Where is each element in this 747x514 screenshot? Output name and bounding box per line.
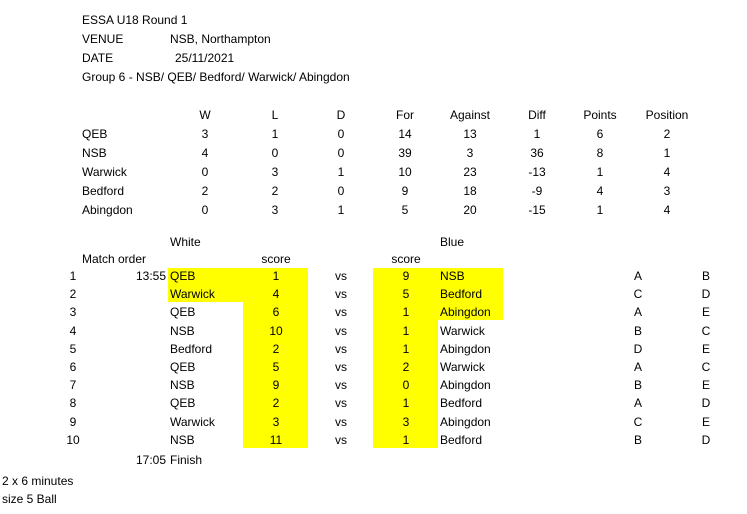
match-number: 6 <box>69 360 77 374</box>
vs-label: vs <box>335 433 347 447</box>
code-a: C <box>633 287 643 301</box>
match-number: 10 <box>66 433 80 447</box>
white-score: 11 <box>269 433 283 447</box>
standings-against-cell: 23 <box>463 165 477 179</box>
match-order-label: Match order <box>82 252 147 266</box>
standings-for-cell: 39 <box>398 146 412 160</box>
standings-points-cell: 8 <box>596 146 604 160</box>
col-points: Points <box>583 108 617 122</box>
standings-wins-cell: 0 <box>201 203 209 217</box>
standings-for-cell: 14 <box>398 127 412 141</box>
standings-team-cell: Bedford <box>82 184 125 198</box>
standings-losses-cell: 3 <box>271 165 279 179</box>
white-label: White <box>170 235 201 249</box>
white-score: 5 <box>272 360 280 374</box>
standings-for-cell: 10 <box>398 165 412 179</box>
match-number: 1 <box>69 269 77 283</box>
blue-score-label: score <box>391 252 421 266</box>
standings-losses-cell: 0 <box>271 146 279 160</box>
match-number: 4 <box>69 324 77 338</box>
standings-team-cell: Warwick <box>82 165 127 179</box>
white-score: 2 <box>272 342 280 356</box>
code-b: E <box>701 342 710 356</box>
standings-draws-cell: 0 <box>337 184 345 198</box>
blue-team: Bedford <box>440 396 483 410</box>
standings-position-cell: 4 <box>663 165 671 179</box>
white-score: 3 <box>272 415 280 429</box>
start-time: 13:55 <box>135 269 166 283</box>
standings-points-cell: 1 <box>596 165 604 179</box>
code-a: B <box>633 324 642 338</box>
blue-score: 3 <box>402 415 410 429</box>
match-number: 9 <box>69 415 77 429</box>
code-b: C <box>701 324 711 338</box>
standings-wins-cell: 3 <box>201 127 209 141</box>
venue-label: VENUE <box>82 32 124 46</box>
white-score-label: score <box>261 252 291 266</box>
standings-team-cell: NSB <box>82 146 107 160</box>
code-a: A <box>633 305 642 319</box>
code-b: D <box>701 287 711 301</box>
match-number: 7 <box>69 378 77 392</box>
code-b: D <box>701 433 711 447</box>
white-team: QEB <box>170 269 196 283</box>
white-score: 6 <box>272 305 280 319</box>
date-label: DATE <box>82 51 114 65</box>
match-number: 3 <box>69 305 77 319</box>
code-a: B <box>633 433 642 447</box>
col-d: D <box>336 108 346 122</box>
blue-label: Blue <box>440 235 465 249</box>
vs-label: vs <box>335 396 347 410</box>
code-b: E <box>701 415 710 429</box>
blue-team: Warwick <box>440 360 485 374</box>
vs-label: vs <box>335 378 347 392</box>
vs-label: vs <box>335 305 347 319</box>
standings-points-cell: 6 <box>596 127 604 141</box>
code-a: A <box>633 396 642 410</box>
standings-diff-cell: -9 <box>531 184 543 198</box>
blue-team: Abingdon <box>440 415 491 429</box>
blue-score: 1 <box>402 433 410 447</box>
code-b: E <box>701 378 710 392</box>
col-for: For <box>396 108 414 122</box>
standings-team-cell: Abingdon <box>82 203 133 217</box>
standings-points-cell: 1 <box>596 203 604 217</box>
white-team: NSB <box>170 324 195 338</box>
standings-against-cell: 13 <box>463 127 477 141</box>
standings-wins-cell: 4 <box>201 146 209 160</box>
finish-label: Finish <box>170 453 203 467</box>
col-l: L <box>271 108 279 122</box>
code-a: B <box>633 378 642 392</box>
blue-team: Abingdon <box>440 342 491 356</box>
white-team: QEB <box>170 305 196 319</box>
match-number: 2 <box>69 287 77 301</box>
standings-position-cell: 3 <box>663 184 671 198</box>
standings-against-cell: 18 <box>463 184 477 198</box>
blue-score: 2 <box>402 360 410 374</box>
white-team: Warwick <box>170 287 215 301</box>
white-score: 9 <box>272 378 280 392</box>
blue-team: Abingdon <box>440 305 491 319</box>
code-a: D <box>633 342 643 356</box>
blue-score: 1 <box>402 396 410 410</box>
code-a: A <box>633 360 642 374</box>
code-b: D <box>701 396 711 410</box>
standings-position-cell: 4 <box>663 203 671 217</box>
match-number: 5 <box>69 342 77 356</box>
standings-draws-cell: 0 <box>337 127 345 141</box>
standings-diff-cell: -15 <box>528 203 546 217</box>
blue-score: 0 <box>402 378 410 392</box>
col-position: Position <box>645 108 689 122</box>
standings-position-cell: 2 <box>663 127 671 141</box>
blue-team: Abingdon <box>440 378 491 392</box>
standings-for-cell: 5 <box>401 203 409 217</box>
blue-team: Bedford <box>440 287 483 301</box>
code-b: E <box>701 305 710 319</box>
white-team: NSB <box>170 378 195 392</box>
standings-against-cell: 3 <box>466 146 474 160</box>
vs-label: vs <box>335 324 347 338</box>
standings-draws-cell: 1 <box>337 203 345 217</box>
vs-label: vs <box>335 415 347 429</box>
match-number: 8 <box>69 396 77 410</box>
standings-for-cell: 9 <box>401 184 409 198</box>
standings-losses-cell: 1 <box>271 127 279 141</box>
date-value: 25/11/2021 <box>175 51 235 65</box>
standings-draws-cell: 1 <box>337 165 345 179</box>
code-a: A <box>633 269 642 283</box>
duration-note: 2 x 6 minutes <box>2 474 74 488</box>
standings-diff-cell: 36 <box>530 146 544 160</box>
event-title: ESSA U18 Round 1 <box>82 13 188 27</box>
col-w: W <box>199 108 211 122</box>
standings-team-cell: QEB <box>82 127 108 141</box>
standings-wins-cell: 2 <box>201 184 209 198</box>
white-team: Warwick <box>170 415 215 429</box>
standings-losses-cell: 2 <box>271 184 279 198</box>
blue-score: 1 <box>402 342 410 356</box>
standings-position-cell: 1 <box>663 146 671 160</box>
vs-label: vs <box>335 269 347 283</box>
vs-label: vs <box>335 360 347 374</box>
blue-team: Bedford <box>440 433 483 447</box>
standings-losses-cell: 3 <box>271 203 279 217</box>
standings-diff-cell: -13 <box>528 165 546 179</box>
white-team: Bedford <box>170 342 213 356</box>
col-against: Against <box>449 108 491 122</box>
standings-diff-cell: 1 <box>533 127 541 141</box>
blue-team: Warwick <box>440 324 485 338</box>
vs-label: vs <box>335 342 347 356</box>
code-a: C <box>633 415 643 429</box>
ball-note: size 5 Ball <box>2 492 57 506</box>
white-team: NSB <box>170 433 195 447</box>
venue-value: NSB, Northampton <box>170 32 271 46</box>
blue-score: 1 <box>402 305 410 319</box>
white-team: QEB <box>170 396 196 410</box>
blue-score: 1 <box>402 324 410 338</box>
white-team: QEB <box>170 360 196 374</box>
standings-points-cell: 4 <box>596 184 604 198</box>
blue-team: NSB <box>440 269 465 283</box>
col-diff: Diff <box>528 108 546 122</box>
standings-draws-cell: 0 <box>337 146 345 160</box>
code-b: B <box>701 269 710 283</box>
blue-score: 9 <box>402 269 410 283</box>
code-b: C <box>701 360 711 374</box>
white-score: 10 <box>269 324 283 338</box>
group-description: Group 6 - NSB/ QEB/ Bedford/ Warwick/ Abingdon <box>82 70 350 84</box>
standings-against-cell: 20 <box>463 203 477 217</box>
white-score: 2 <box>272 396 280 410</box>
white-score: 4 <box>272 287 280 301</box>
end-time: 17:05 <box>135 453 166 467</box>
white-score: 1 <box>272 269 280 283</box>
blue-score: 5 <box>402 287 410 301</box>
standings-wins-cell: 0 <box>201 165 209 179</box>
vs-label: vs <box>335 287 347 301</box>
